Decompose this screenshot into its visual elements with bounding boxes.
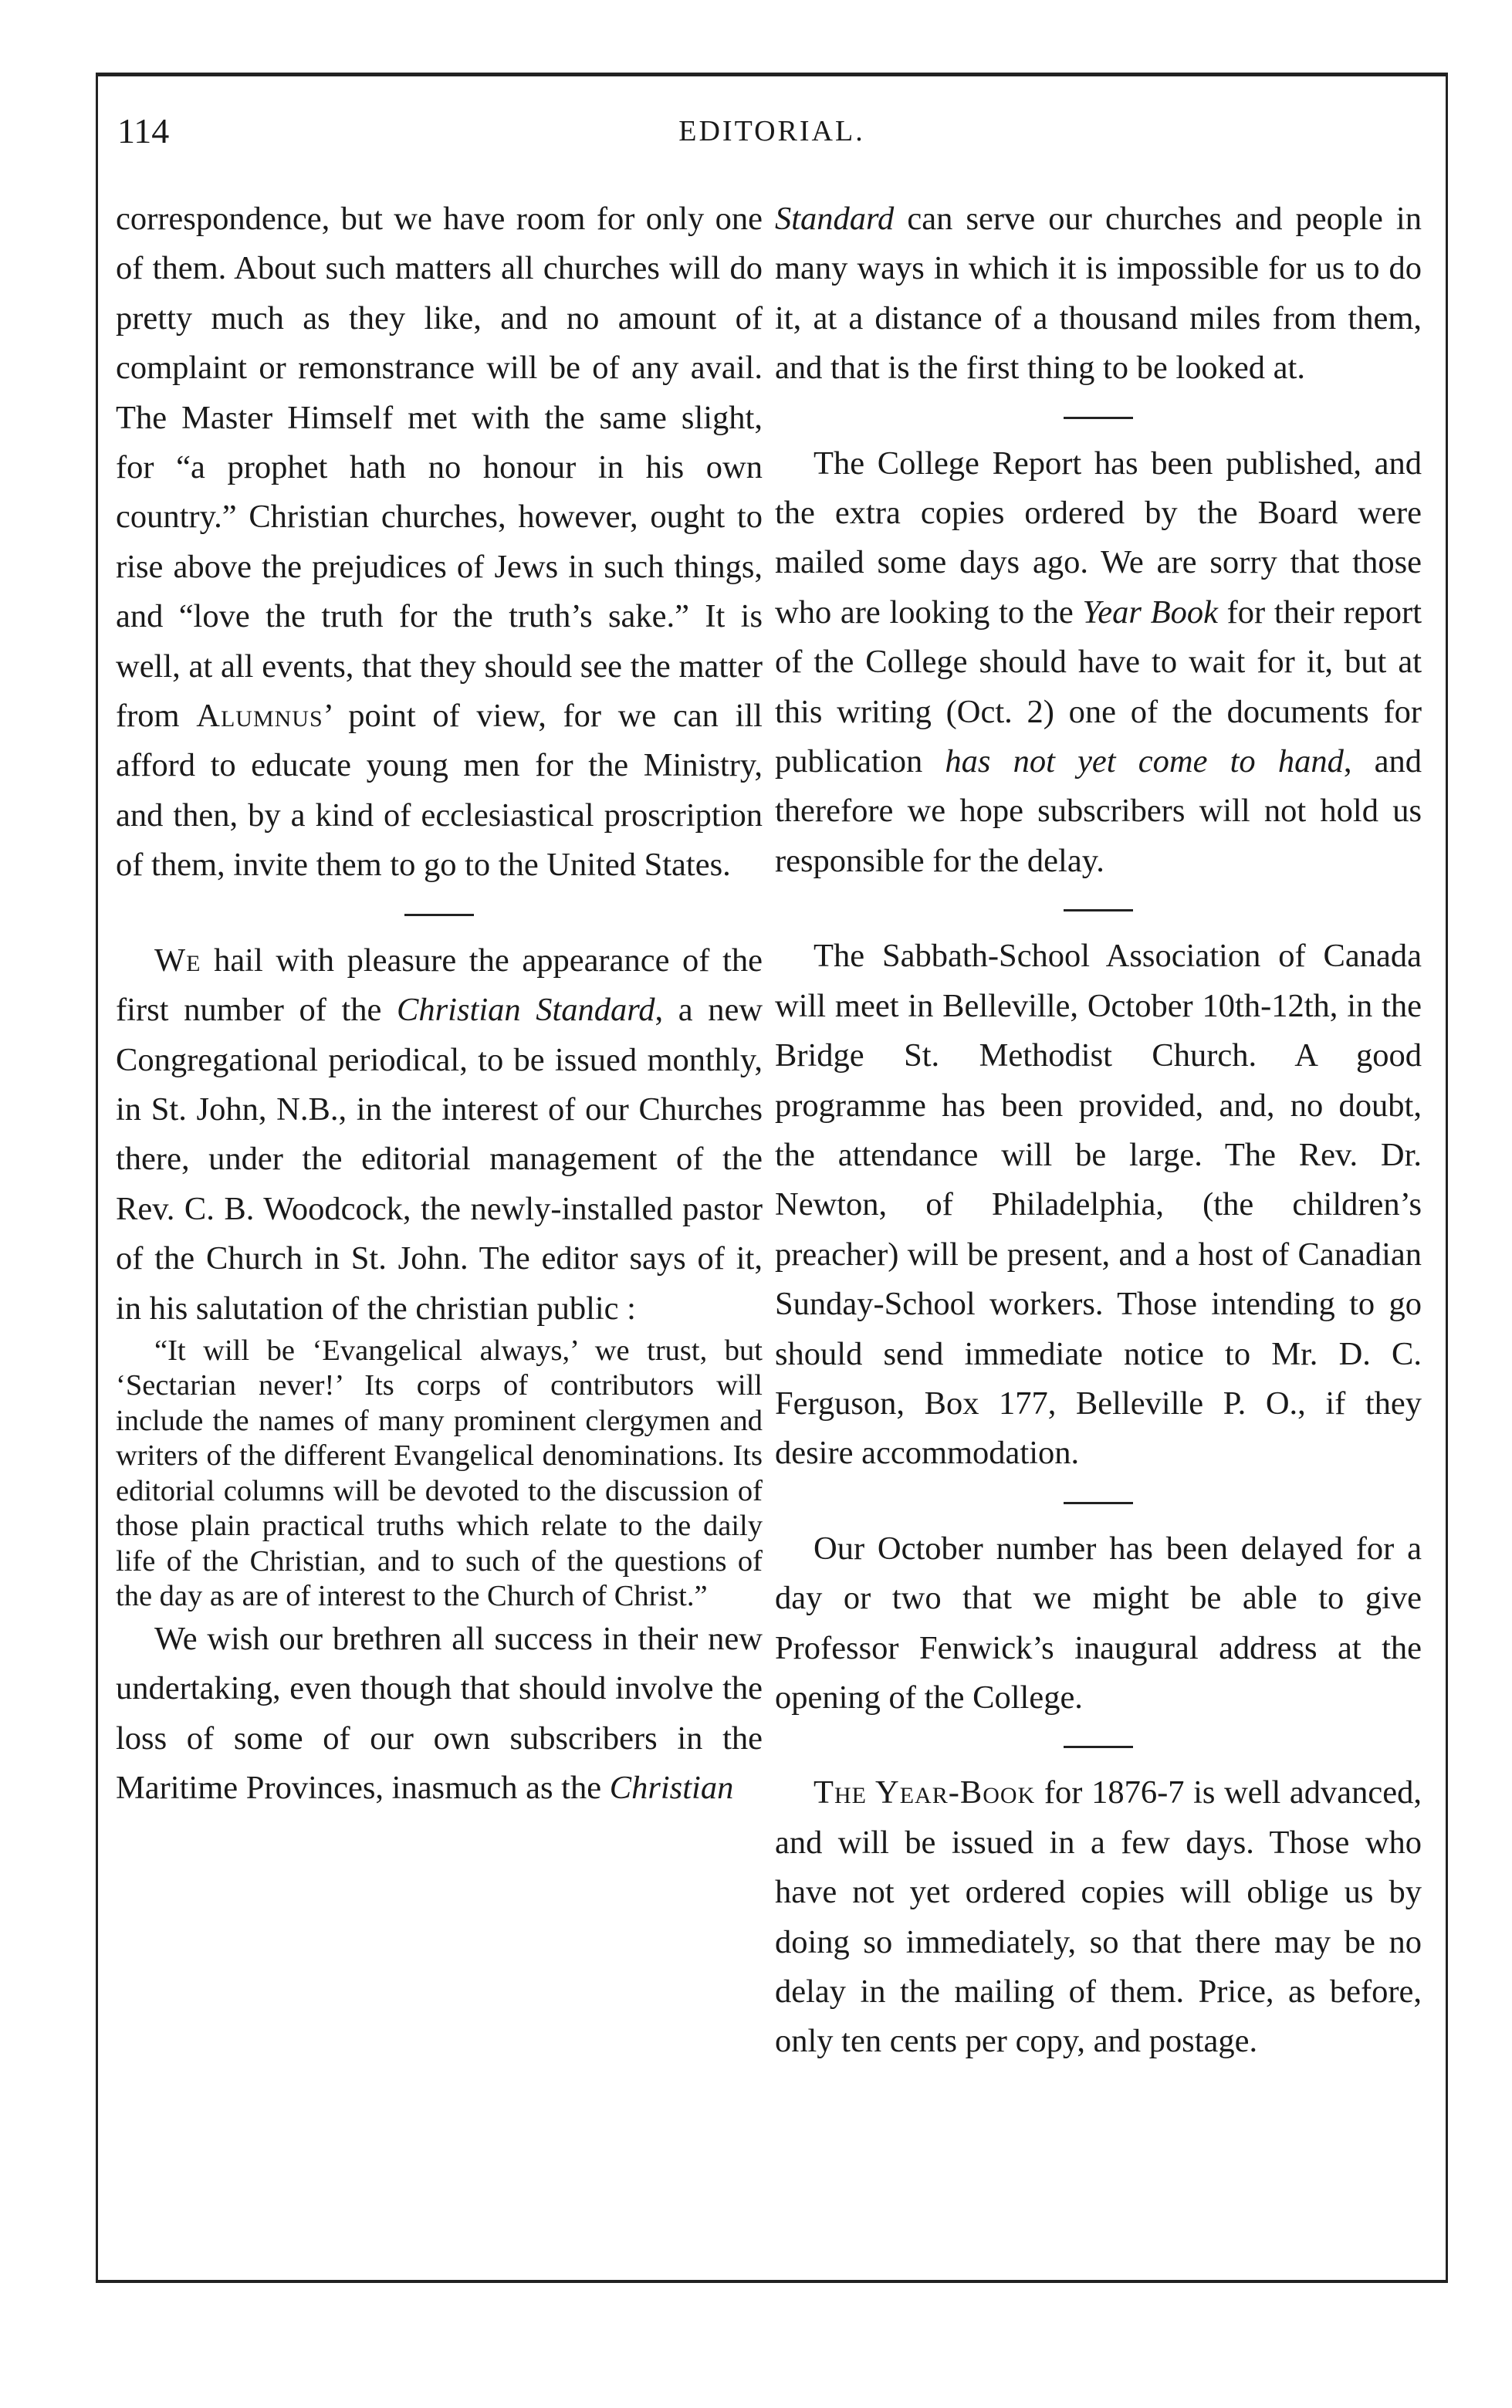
paragraph-october-number: Our October number has been delayed for a day or two that we might be able to give Professor Fenwick’s inaugural address at the opening of the College.	[775, 1530, 1422, 1716]
periodical-title: Christian	[609, 1770, 734, 1807]
paragraph-text: for 1876-7 is well advanced, and will be issued in a few days. Those who have not yet ordered copies will oblige us by doing so immediately, so that there may be no delay in the mailing of them. Price, as before, only ten cents per copy, and postage.	[775, 1774, 1422, 2060]
left-border	[96, 73, 98, 2283]
left-column	[116, 194, 763, 1814]
paragraph-sabbath-school: The Sabbath-School Association of Canada will meet in Belleville, October 10th-12th, in the Bridge St. Methodist Church. A good programme has been provided, and, no doubt, the attendance will be large. The Rev. Dr. Newton, of Philadelphia, (the children’s preacher) will be present, and a host of Canadian Sunday-School workers. Those intending to go should send immediate notice to Mr. D. C. Ferguson, Box 177, Belleville P. O., if they desire accommodation.	[775, 938, 1422, 1472]
lead-words: The Year-Book	[814, 1774, 1036, 1811]
paragraph-text: , and therefore we hope subscribers will not hold us responsible for the delay.	[775, 743, 1422, 879]
paragraph-year-book	[775, 1768, 1422, 2066]
paragraph-text: for their report of the College should have to wait for it, but at this writing (Oct. 2) one of the documents for publication	[775, 594, 1422, 780]
block-quote: “It will be ‘Evangelical always,’ we trust, but ‘Sectarian never!’ Its corps of contributors will include the names of many prominent clergymen and writers of the different Evangelical denominations. Its editorial columns will be devoted to the discussion of those plain practical truths which relate to the daily life of the Christian, and to such of the questions of the day as are of interest to the Church of Christ.”	[116, 1334, 763, 1613]
top-rule	[96, 73, 1448, 76]
bottom-rule	[96, 2280, 1448, 2283]
emphasis-text: has not yet come to hand	[945, 743, 1344, 780]
alumnus-name: Alumnus	[196, 698, 323, 735]
paragraph-text: The College Report has been published, and the extra copies ordered by the Board were mailed some days ago. We are sorry that those who are looking to the	[775, 445, 1422, 631]
paragraph-christian-standard	[116, 936, 763, 1334]
section-divider	[1064, 909, 1133, 911]
lead-word: We	[154, 942, 201, 979]
section-divider	[1064, 417, 1133, 419]
paragraph-text: We wish our brethren all success in their new undertaking, even though that should involve the loss of some of our own subscribers in the Maritime Provinces, inasmuch as the	[116, 1620, 763, 1807]
paragraph-text: ’ point of view, for we can ill afford to educate young men for the Ministry, and then, by a kind of ecclesiastical proscription of them, invite them to go to the United States.	[116, 698, 763, 884]
page-number: 114	[117, 111, 170, 150]
paragraph-text: can serve our churches and people in many ways in which it is impossible for us to do it, at a distance of a thousand miles from them, and that is the first thing to be looked at.	[775, 201, 1422, 387]
paragraph-well-wishes	[116, 1615, 763, 1814]
paragraph-text: correspondence, but we have room for only one of them. About such matters all churches will do pretty much as they like, and no amount of complaint or remonstrance will be of any avail. The Master Himself met with the same slight, for “a prophet hath no honour in his own country.” Christian churches, however, ought to rise above the prejudices of Jews in such things, and “love the truth for the truth’s sake.” It is well, at all events, that they should see the matter from	[116, 201, 763, 735]
section-divider	[1064, 1746, 1133, 1748]
paragraph-text: hail with pleasure the appearance of the first number of the	[116, 942, 763, 1029]
paragraph-continuation	[775, 194, 1422, 394]
periodical-title: Standard	[775, 201, 895, 237]
right-column	[775, 194, 1422, 2067]
paragraph-college-report	[775, 439, 1422, 887]
section-divider	[404, 914, 474, 916]
section-divider	[1064, 1502, 1133, 1504]
right-border	[1446, 73, 1448, 2283]
year-book-title: Year Book	[1082, 594, 1218, 631]
periodical-title: Christian Standard	[397, 992, 655, 1029]
running-head: EDITORIAL.	[678, 115, 865, 147]
paragraph-text: , a new Congregational periodical, to be issued monthly, in St. John, N.B., in the interest of our Churches there, under the editorial management of the Rev. C. B. Woodcock, the newly-installed pastor of the Church in St. John. The editor says of it, in his salutation of the christian public :	[116, 992, 763, 1327]
paragraph-continuation	[116, 194, 763, 891]
page-header	[96, 108, 1448, 154]
